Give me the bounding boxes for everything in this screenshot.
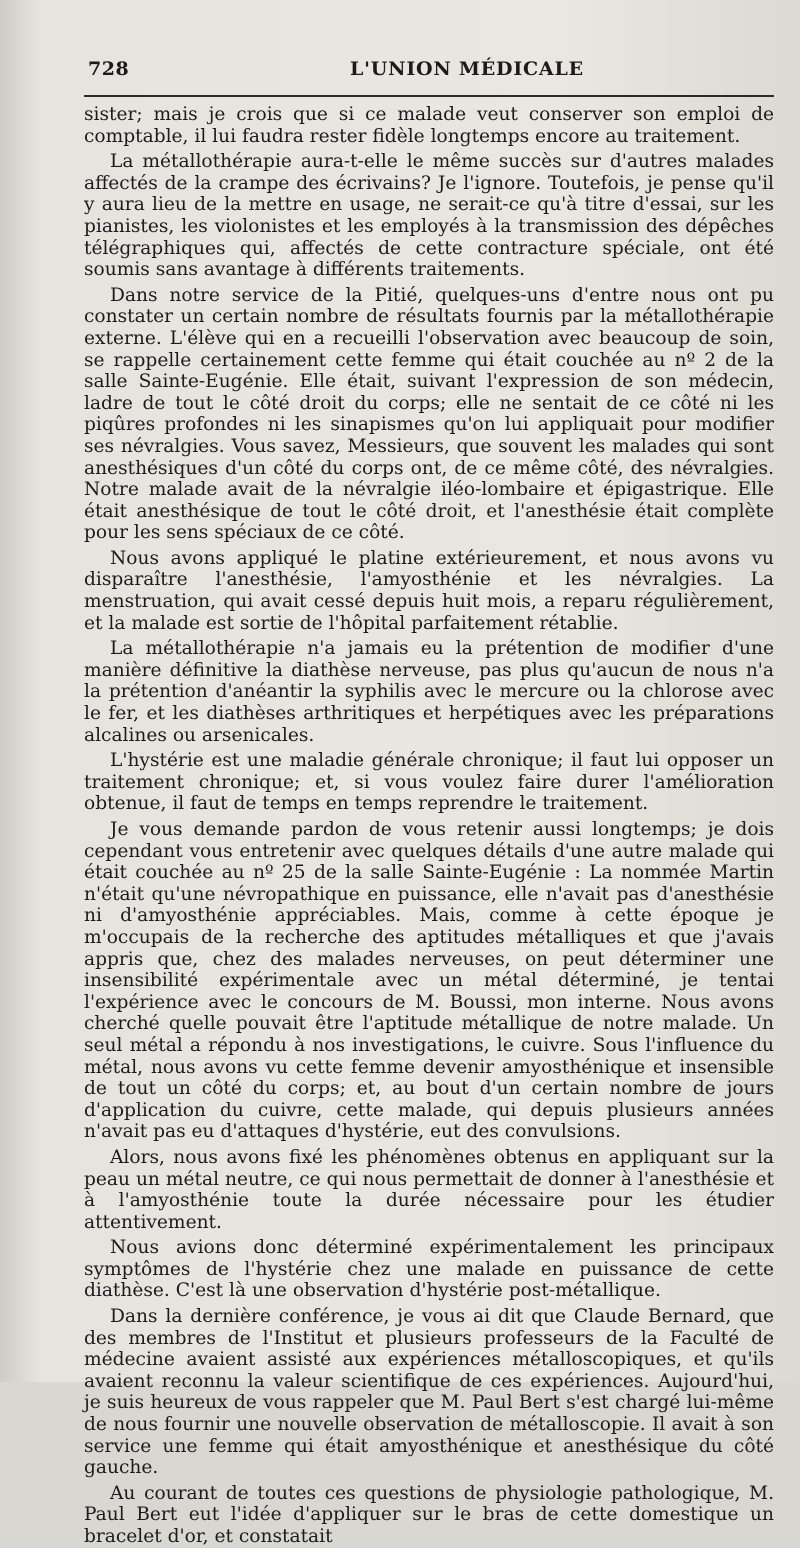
paragraph: Au courant de toutes ces questions de physiologie pathologique, M. Paul Bert eut l'idée d'appliquer sur le bras de cette domestique un bracelet d'or, et constatait: [84, 1482, 774, 1547]
paragraph: Nous avons appliqué le platine extérieurement, et nous avons vu disparaître l'anesthésie, l'amyosthénie et les névralgies. La menstruation, qui avait cessé depuis huit mois, a reparu régulièrement, et la malade est sortie de l'hôpital parfaitement rétablie.: [84, 547, 774, 634]
paragraph: Alors, nous avons fixé les phénomènes obtenus en appliquant sur la peau un métal neutre, ce qui nous permettait de donner à l'anesthésie et à l'amyosthénie toute la durée nécessaire pour les étudier attentivement.: [84, 1146, 774, 1233]
paragraph: L'hystérie est une maladie générale chronique; il faut lui opposer un traitement chronique; et, si vous voulez faire durer l'amélioration obtenue, il faut de temps en temps reprendre le traitement.: [84, 750, 774, 815]
page-header: [88, 58, 770, 86]
paragraph: Nous avions donc déterminé expérimentalement les principaux symptômes de l'hystérie chez une malade en puissance de cette diathèse. C'est là une observation d'hystérie post-métallique.: [84, 1237, 774, 1302]
running-title: L'UNION MÉDICALE: [350, 58, 584, 80]
body-text: [84, 104, 774, 1548]
paragraph: Dans la dernière conférence, je vous ai dit que Claude Bernard, que des membres de l'Institut et plusieurs professeurs de la Faculté de médecine avaient assisté aux expériences métalloscopiques, et qu'ils avaient reconnu la valeur scientifique de ces expériences. Aujourd'hui, je suis heureux de vous rappeler que M. Paul Bert s'est chargé lui-même de nous fournir une nouvelle observation de métalloscopie. Il avait à son service une femme qui était amyosthénique et anesthésique du côté gauche.: [84, 1306, 774, 1479]
paragraph: Dans notre service de la Pitié, quelques-uns d'entre nous ont pu constater un certain nombre de résultats fournis par la métallothérapie externe. L'élève qui en a recueilli l'observation avec beaucoup de soin, se rappelle certainement cette femme qui était couchée au nº 2 de la salle Sainte-Eugénie. Elle était, suivant l'expression de son médecin, ladre de tout le côté droit du corps; elle ne sentait de ce côté ni les piqûres profondes ni les sinapismes qu'on lui appliquait pour modifier ses névralgies. Vous savez, Messieurs, que souvent les malades qui sont anesthésiques d'un côté du corps ont, de ce même côté, des névralgies. Notre malade avait de la névralgie iléo-lombaire et épigastrique. Elle était anesthésique de tout le côté droit, et l'anesthésie était complète pour les sens spéciaux de ce côté.: [84, 284, 774, 544]
paragraph: sister; mais je crois que si ce malade veut conserver son emploi de comptable, il lui faudra rester fidèle longtemps encore au traitement.: [84, 104, 774, 147]
paragraph: Je vous demande pardon de vous retenir aussi longtemps; je dois cependant vous entretenir avec quelques détails d'une autre malade qui était couchée au nº 25 de la salle Sainte-Eugénie : La nommée Martin n'était qu'une névropathique en puissance, elle n'avait pas d'anesthésie ni d'amyosthénie appréciables. Mais, comme à cette époque je m'occupais de la recherche des aptitudes métalliques et que j'avais appris que, chez des malades nerveuses, on peut déterminer une insensibilité expérimentale avec un métal déterminé, je tentai l'expérience avec le concours de M. Boussi, mon interne. Nous avons cherché quelle pouvait être l'aptitude métallique de notre malade. Un seul métal a répondu à nos investigations, le cuivre. Sous l'influence du métal, nous avons vu cette femme devenir amyosthénique et insensible de tout un côté du corps; et, au bout d'un certain nombre de jours d'application du cuivre, cette malade, qui depuis plusieurs années n'avait pas eu d'attaques d'hystérie, eut des convulsions.: [84, 819, 774, 1143]
header-rule: [84, 95, 774, 97]
page-number: 728: [88, 58, 130, 80]
paragraph: La métallothérapie aura-t-elle le même succès sur d'autres malades affectés de la crampe des écrivains? Je l'ignore. Toutefois, je pense qu'il y aura lieu de la mettre en usage, ne serait-ce qu'à titre d'essai, sur les pianistes, les violonistes et les employés à la transmission des dépêches télégraphiques qui, affectés de cette contracture spéciale, ont été soumis sans avantage à différents traitements.: [84, 151, 774, 281]
paragraph: La métallothérapie n'a jamais eu la prétention de modifier d'une manière définitive la diathèse nerveuse, pas plus qu'aucun de nous n'a la prétention d'anéantir la syphilis avec le mercure ou la chlorose avec le fer, et les diathèses arthritiques et herpétiques avec les préparations alcalines ou arsenicales.: [84, 638, 774, 746]
